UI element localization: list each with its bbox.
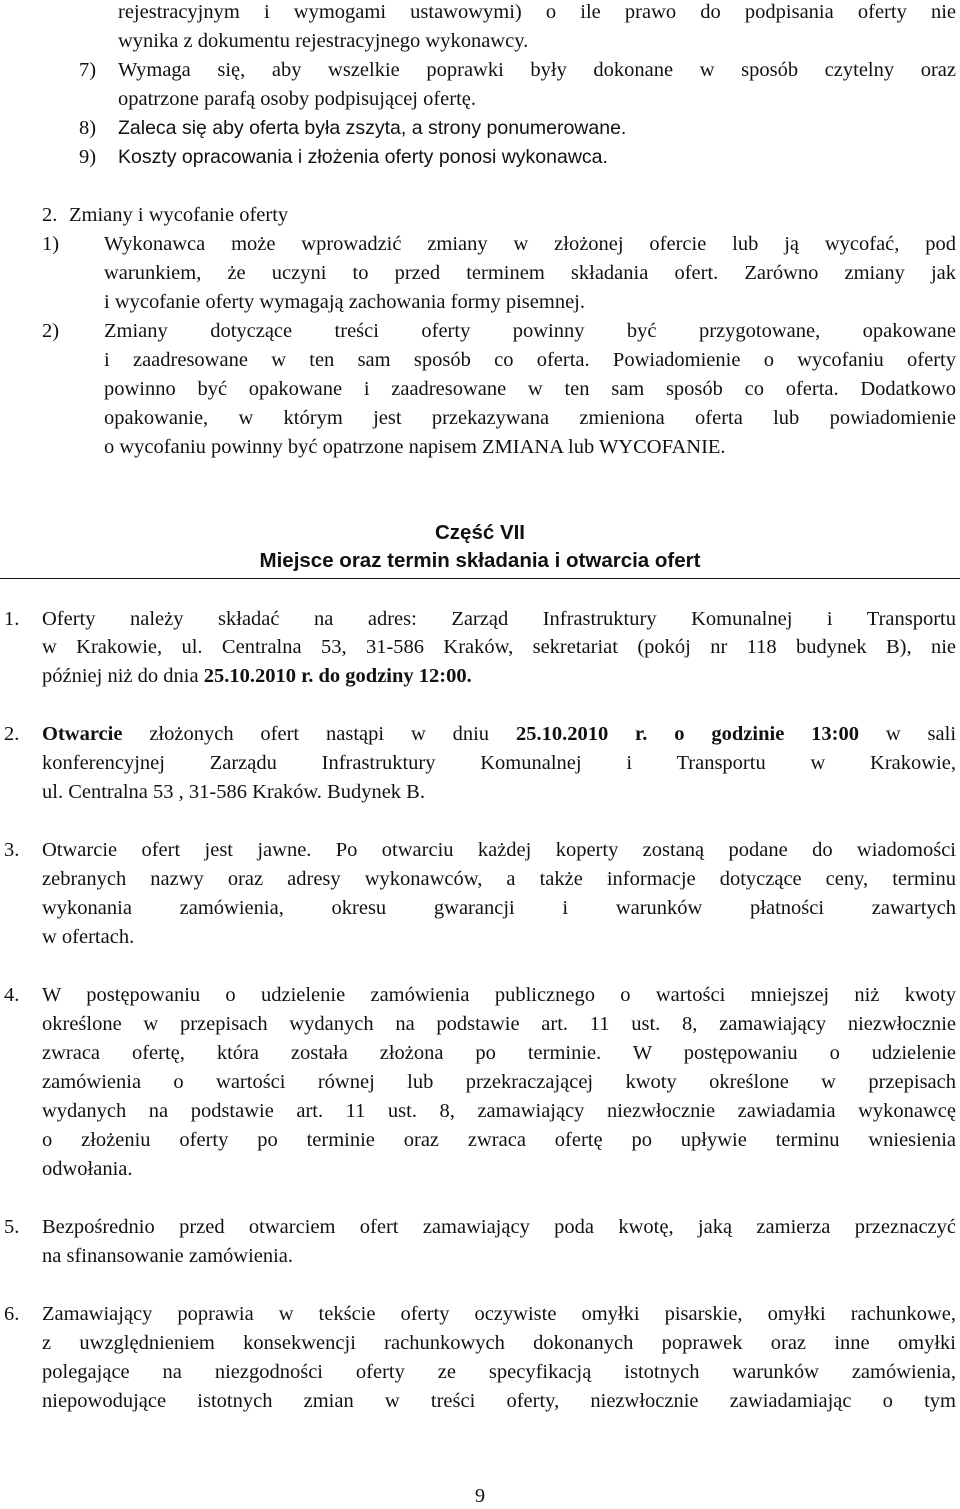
text-line: rejestracyjnym i wymogami ustawowymi) o ile prawo do podpisania oferty nie bbox=[118, 1, 956, 23]
text-line: zamówienia o wartości równej lub przekraczającej kwoty określone w przepisach bbox=[42, 1071, 956, 1093]
text-line: Wymaga się, aby wszelkie poprawki były dokonane w sposób czytelny oraz bbox=[118, 59, 956, 81]
section-number: 2. bbox=[42, 204, 58, 226]
text-line: i wycofanie oferty wymagają zachowania formy pisemnej. bbox=[104, 291, 585, 313]
text-line: Zaleca się aby oferta była zszyta, a strony ponumerowane. bbox=[118, 117, 627, 139]
text-span: w sali bbox=[859, 723, 957, 745]
text-line: Oferty należy składać na adres: Zarząd Infrastruktury Komunalnej i Transportu bbox=[42, 608, 956, 630]
text-span: złożonych ofert nastąpi w dniu bbox=[122, 723, 516, 745]
paragraph-number: 6. bbox=[4, 1303, 20, 1325]
text-line: Otwarcie ofert jest jawne. Po otwarciu każdej koperty zostaną podane do wiadomości bbox=[42, 839, 956, 861]
text-line: powinno być opakowane i zaadresowane w ten sam sposób co oferta. Dodatkowo bbox=[104, 378, 956, 400]
text-line: wydanych na podstawie art. 11 ust. 8, zamawiający niezwłocznie zawiadamia wykonawcę bbox=[42, 1100, 956, 1122]
text-line: konferencyjnej Zarządu Infrastruktury Komunalnej i Transportu w Krakowie, bbox=[42, 752, 956, 774]
text-line: o złożeniu oferty po terminie oraz zwraca ofertę po upływie terminu wniesienia bbox=[42, 1129, 956, 1151]
text-line: polegające na niezgodności oferty ze specyfikacją istotnych warunków zamówienia, bbox=[42, 1361, 956, 1383]
list-number: 7) bbox=[79, 59, 97, 81]
text-line: określone w przepisach wydanych na podstawie art. 11 ust. 8, zamawiający niezwłocznie bbox=[42, 1013, 956, 1035]
text-line: z uwzględnieniem konsekwencji rachunkowych dokonanych poprawek oraz inne omyłki bbox=[42, 1332, 956, 1354]
part-title: Miejsce oraz termin składania i otwarcia ofert bbox=[259, 549, 701, 572]
text-line: wykonania zamówienia, okresu gwarancji i warunków płatności zawartych bbox=[42, 897, 956, 919]
time-bold: o godzinie 13:00 bbox=[674, 723, 859, 745]
list-number: 9) bbox=[79, 146, 97, 168]
text-line: zebranych nazwy oraz adresy wykonawców, a także informacje dotyczące ceny, terminu bbox=[42, 868, 956, 890]
text-line: odwołania. bbox=[42, 1158, 133, 1180]
page-number: 9 bbox=[474, 1485, 486, 1507]
text-line: wynika z dokumentu rejestracyjnego wykonawcy. bbox=[118, 30, 529, 52]
text-line: W postępowaniu o udzielenie zamówienia publicznego o wartości mniejszej niż kwoty bbox=[42, 984, 956, 1006]
list-number: 2) bbox=[42, 320, 60, 342]
text-span bbox=[647, 723, 674, 745]
text-line: warunkiem, że uczyni to przed terminem składania ofert. Zarówno zmiany jak bbox=[104, 262, 956, 284]
section-title: Zmiany i wycofanie oferty bbox=[69, 204, 289, 226]
paragraph-number: 5. bbox=[4, 1216, 20, 1238]
text-line: ul. Centralna 53 , 31-586 Kraków. Budynek B. bbox=[42, 781, 425, 803]
paragraph-number: 2. bbox=[4, 723, 20, 745]
text-line: w ofertach. bbox=[42, 926, 135, 948]
deadline-bold: 25.10.2010 r. do godziny 12:00. bbox=[203, 665, 472, 687]
text-line: o wycofaniu powinny być opatrzone napisem ZMIANA lub WYCOFANIE. bbox=[104, 436, 726, 458]
text-line: Bezpośrednio przed otwarciem ofert zamawiający poda kwotę, jaką zamierza przeznaczyć bbox=[42, 1216, 956, 1238]
text-line bbox=[42, 720, 956, 749]
text-line: i zaadresowane w ten sam sposób co oferta. Powiadomienie o wycofaniu oferty bbox=[104, 349, 956, 371]
text-line bbox=[42, 662, 472, 691]
text-line: na sfinansowanie zamówienia. bbox=[42, 1245, 294, 1267]
text-line: opatrzone parafą osoby podpisującej ofertę. bbox=[118, 88, 477, 110]
text-line: w Krakowie, ul. Centralna 53, 31-586 Kraków, sekretariat (pokój nr 118 budynek B), nie bbox=[42, 636, 956, 658]
date-bold: 25.10.2010 r. bbox=[515, 723, 648, 745]
text-line: zwraca ofertę, która została złożona po terminie. W postępowaniu o udzielenie bbox=[42, 1042, 956, 1064]
part-heading: Część VII bbox=[434, 521, 526, 544]
text-line: Wykonawca może wprowadzić zmiany w złożonej ofercie lub ją wycofać, pod bbox=[104, 233, 956, 255]
text-line: niepowodujące istotnych zmian w treści oferty, niezwłocznie zawiadamiając o tym bbox=[42, 1390, 956, 1412]
paragraph-number: 4. bbox=[4, 984, 20, 1006]
text-span: później niż do dnia bbox=[42, 665, 204, 687]
paragraph-number: 3. bbox=[4, 839, 20, 861]
list-number: 1) bbox=[42, 233, 60, 255]
text-line: Koszty opracowania i złożenia oferty ponosi wykonawca. bbox=[118, 146, 608, 168]
text-bold: Otwarcie bbox=[42, 723, 123, 745]
text-line: opakowanie, w którym jest przekazywana zmieniona oferta lub powiadomienie bbox=[104, 407, 956, 429]
heading-rule bbox=[0, 578, 960, 579]
text-line: Zmiany dotyczące treści oferty powinny być przygotowane, opakowane bbox=[104, 320, 956, 342]
list-number: 8) bbox=[79, 117, 97, 139]
text-line: Zamawiający poprawia w tekście oferty oczywiste omyłki pisarskie, omyłki rachunkowe, bbox=[42, 1303, 956, 1325]
paragraph-number: 1. bbox=[4, 608, 20, 630]
